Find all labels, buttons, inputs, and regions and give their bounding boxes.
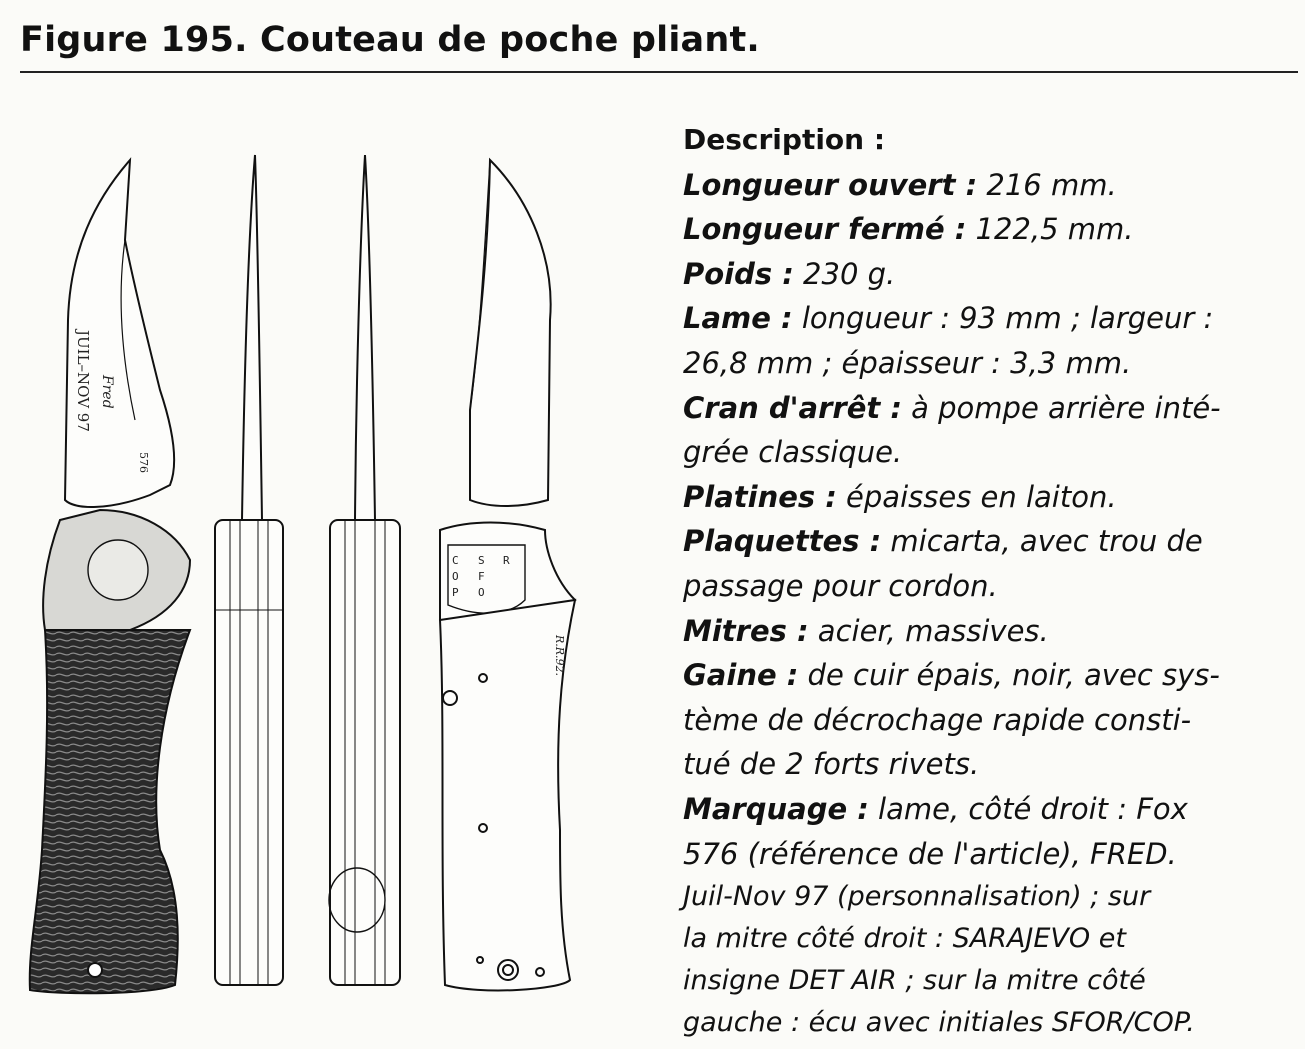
entry-text: insigne DET AIR ; sur la mitre côté <box>683 965 1146 997</box>
entry-mitres <box>683 609 1303 654</box>
entry-text: tué de 2 forts rivets. <box>683 747 980 782</box>
entry-text: de cuir épais, noir, avec sys- <box>798 658 1220 693</box>
entry-longueur-ferme <box>683 207 1303 252</box>
initial-3: P <box>452 586 459 599</box>
entry-text: longueur : 93 mm ; largeur : <box>792 301 1214 336</box>
entry-label: Longueur fermé : <box>683 212 967 247</box>
entry-text: grée classique. <box>683 435 903 470</box>
knife-right-view <box>440 160 575 990</box>
entry-plaquettes <box>683 519 1303 608</box>
knife-drawing <box>0 90 680 1049</box>
entry-text: 26,8 mm ; épaisseur : 3,3 mm. <box>683 345 1132 380</box>
entry-longueur-ouvert <box>683 163 1303 208</box>
entry-text: micarta, avec trou de <box>881 524 1203 559</box>
entry-text: épaisses en laiton. <box>836 479 1117 514</box>
blade-date-text: JUIL–NOV 97 <box>74 330 92 432</box>
entry-text: Juil-Nov 97 (personnalisation) ; sur <box>683 881 1151 913</box>
entry-text: lame, côté droit : Fox <box>868 791 1188 826</box>
entry-platines <box>683 475 1303 520</box>
entry-lame <box>683 296 1303 385</box>
entry-label: Poids : <box>683 256 794 291</box>
initial-2: O <box>452 570 459 583</box>
initial-5: F <box>478 570 485 583</box>
blade-ref-text: 576 <box>137 452 150 473</box>
entry-text: 122,5 mm. <box>966 212 1134 247</box>
entry-label: Lame : <box>683 301 793 336</box>
entry-label: Cran d'arrêt : <box>683 390 902 425</box>
artist-signature: R.R.92. <box>553 635 566 677</box>
initial-7: R <box>503 554 510 567</box>
knife-spine-view-1 <box>215 155 283 985</box>
blade-name-text: Fred <box>99 375 115 409</box>
entry-label: Longueur ouvert : <box>683 167 978 202</box>
right-blade <box>470 160 551 506</box>
entry-marquage <box>683 787 1303 1044</box>
entry-text: 576 (référence de l'article), FRED. <box>683 836 1177 871</box>
entry-text: tème de décrochage rapide consti- <box>683 702 1192 737</box>
left-handle <box>30 630 190 993</box>
entry-text: à pompe arrière inté- <box>901 390 1221 425</box>
entry-text: 230 g. <box>793 256 896 291</box>
knife-left-view <box>30 160 190 993</box>
entry-text: acier, massives. <box>808 613 1049 648</box>
entry-text: passage pour cordon. <box>683 568 998 603</box>
entry-label: Platines : <box>683 479 837 514</box>
entry-gaine <box>683 653 1303 787</box>
entry-label: Marquage : <box>683 791 869 826</box>
entry-poids <box>683 252 1303 297</box>
initial-6: O <box>478 586 485 599</box>
title-rule <box>20 71 1298 73</box>
entry-text: la mitre côté droit : SARAJEVO et <box>683 923 1126 955</box>
entry-text: gauche : écu avec initiales SFOR/COP. <box>683 1007 1195 1039</box>
entry-label: Plaquettes : <box>683 524 882 559</box>
description-heading: Description : <box>683 123 886 156</box>
initial-4: S <box>478 554 485 567</box>
description-panel <box>683 118 1303 1044</box>
initial-1: C <box>452 554 459 567</box>
entry-label: Mitres : <box>683 613 809 648</box>
figure-title: Figure 195. Couteau de poche pliant. <box>20 20 760 60</box>
knife-spine-view-2 <box>329 155 400 985</box>
entry-text: 216 mm. <box>977 167 1117 202</box>
entry-cran-darret <box>683 386 1303 475</box>
entry-label: Gaine : <box>683 658 799 693</box>
